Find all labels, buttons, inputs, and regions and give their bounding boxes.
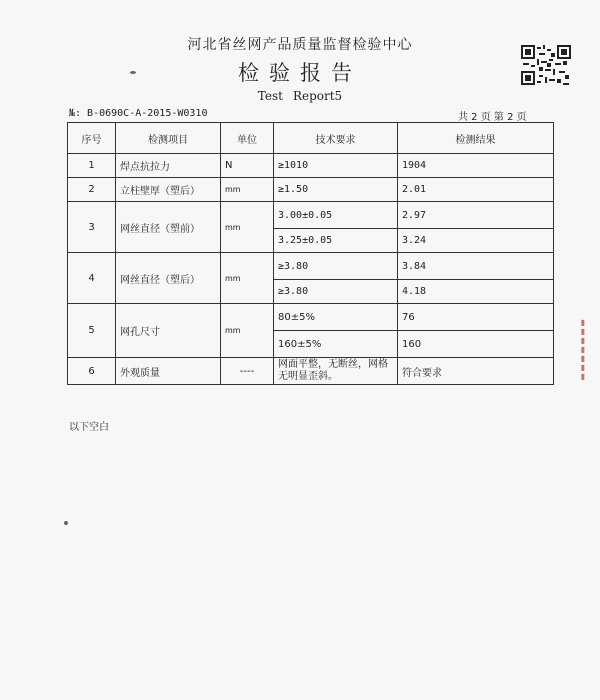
unit: mm [221,178,274,202]
scan-speck [64,521,68,525]
scan-speck [130,71,136,74]
test-item: 外观质量 [116,358,221,385]
table-row [68,178,554,202]
qr-code-icon [521,45,571,85]
report-title: 检验报告 [238,61,362,85]
column-header-result: 检测结果 [398,123,554,154]
test-item: 网丝直径（塑后） [116,253,221,304]
requirement: 3.00±0.05 [274,202,398,229]
result: 2.01 [398,178,554,202]
table-row [68,154,554,178]
requirement: 3.25±0.05 [274,229,398,253]
unit: mm [221,304,274,358]
report-number: №: B-0690C-A-2015-W0310 [69,108,208,119]
unit: mm [221,202,274,253]
unit: mm [221,253,274,304]
seal-stamp: ▮ ▮ ▮ ▮ ▮ ▮ ▮ [580,318,586,381]
page-indicator: 共 2 页 第 2 页 [458,112,527,123]
result: 1904 [398,154,554,178]
result: 4.18 [398,280,554,304]
test-item: 焊点抗拉力 [116,154,221,178]
row-number: 3 [68,202,116,253]
subtitle-word-1: Test [257,89,283,103]
requirement: ≥1.50 [274,178,398,202]
result: 3.84 [398,253,554,280]
table-row [68,202,554,229]
requirement: 80±5% [274,304,398,331]
column-header-requirement: 技术要求 [274,123,398,154]
unit: N [221,154,274,178]
requirement: 160±5% [274,331,398,358]
column-header-item: 检测项目 [116,123,221,154]
table-row [68,253,554,280]
column-header-unit: 单位 [221,123,274,154]
blank-below-note: 以下空白 [69,422,109,433]
table-row [68,304,554,331]
inspection-table [67,122,554,385]
row-number: 4 [68,253,116,304]
result: 3.24 [398,229,554,253]
result: 76 [398,304,554,331]
requirement: ≥3.80 [274,280,398,304]
organization-name: 河北省丝网产品质量监督检验中心 [187,37,413,53]
test-item: 网丝直径（塑前） [116,202,221,253]
column-header-no: 序号 [68,123,116,154]
row-number: 1 [68,154,116,178]
table-header-row [68,123,554,154]
table-row [68,358,554,385]
result: 符合要求 [398,358,554,385]
test-item: 立柱壁厚（塑后） [116,178,221,202]
requirement: ≥1010 [274,154,398,178]
unit: ---- [221,358,274,385]
result: 160 [398,331,554,358]
row-number: 6 [68,358,116,385]
row-number: 2 [68,178,116,202]
subtitle-word-2: Report5 [292,89,343,103]
requirement: 网面平整，无断丝，网格无明显歪斜。 [274,358,398,385]
row-number: 5 [68,304,116,358]
requirement: ≥3.80 [274,253,398,280]
test-item: 网孔尺寸 [116,304,221,358]
result: 2.97 [398,202,554,229]
report-subtitle [0,89,600,103]
